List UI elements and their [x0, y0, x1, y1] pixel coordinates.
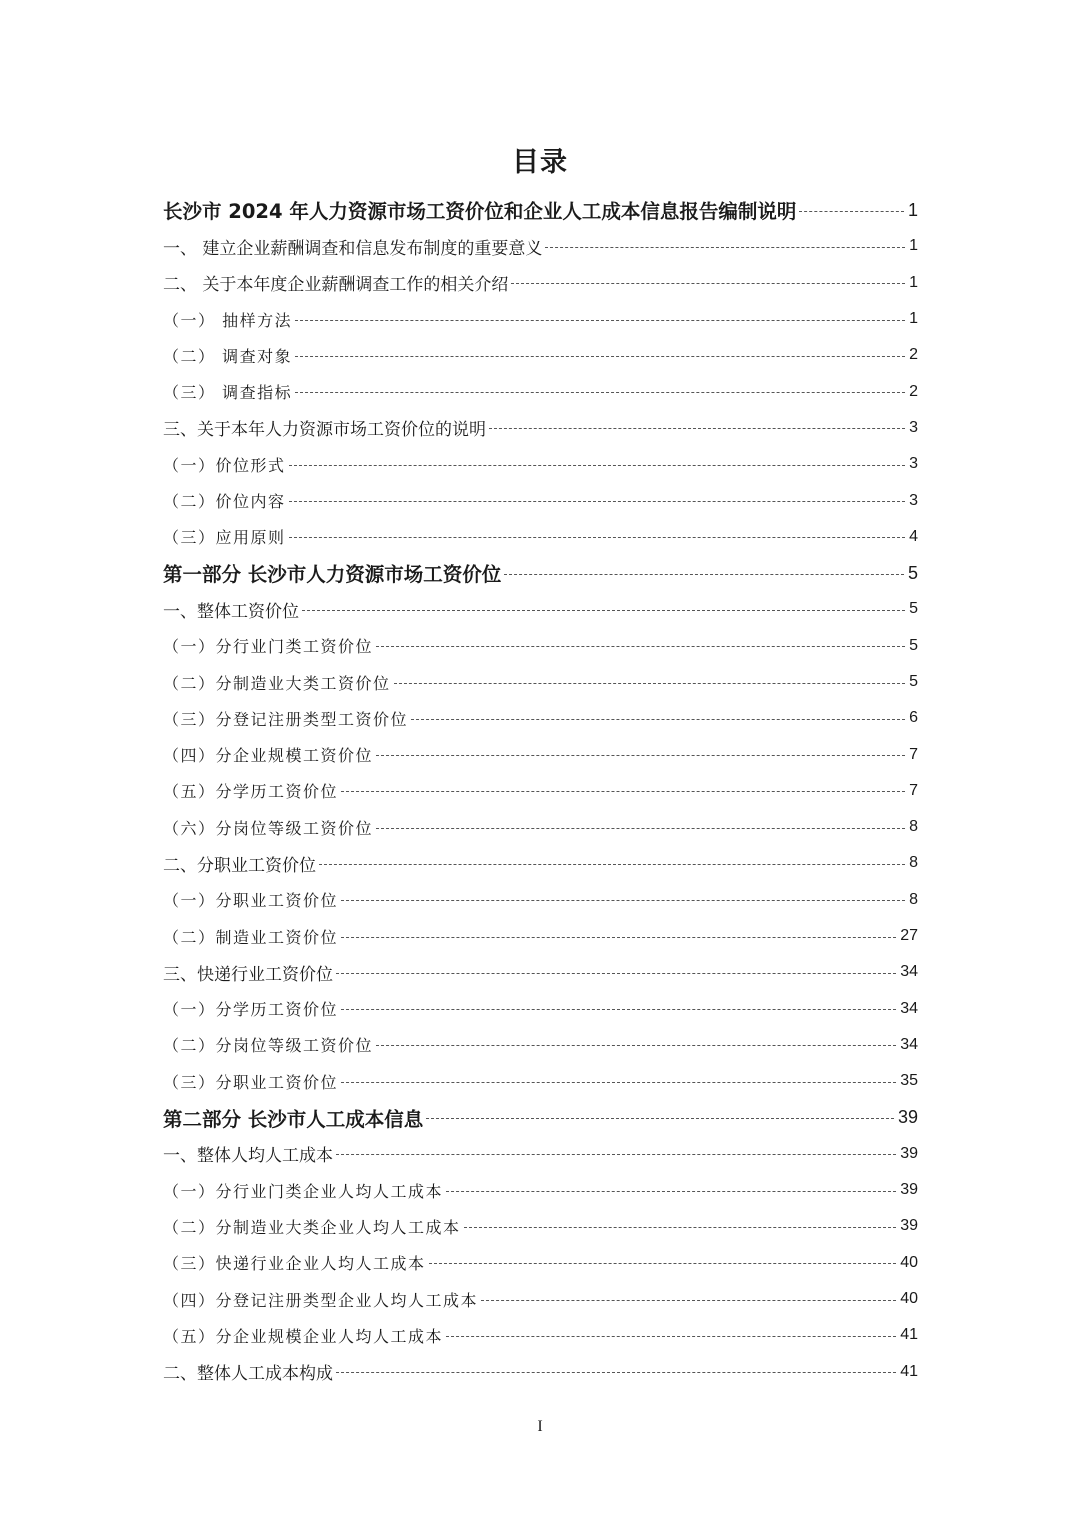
toc-dot-leader: [295, 320, 905, 321]
toc-entry-label: （一）价位形式: [163, 455, 286, 475]
toc-entry-page: 39: [897, 1107, 918, 1128]
toc-dot-leader: [341, 1009, 896, 1010]
toc-entry[interactable]: [163, 1136, 918, 1172]
toc-dot-leader: [341, 1082, 896, 1083]
toc-dot-leader: [376, 646, 905, 647]
toc-dot-leader: [376, 1045, 896, 1046]
toc-entry-page: 34: [900, 963, 918, 981]
toc-entry[interactable]: [163, 301, 918, 337]
toc-dot-leader: [319, 864, 905, 865]
toc-entry[interactable]: [163, 1245, 918, 1281]
toc-entry[interactable]: [163, 700, 918, 736]
toc-entry[interactable]: [163, 519, 918, 555]
toc-entry[interactable]: [163, 773, 918, 809]
toc-entry-label: 第二部分 长沙市人工成本信息: [163, 1107, 424, 1131]
toc-entry-page: 3: [909, 418, 918, 436]
toc-entry-label: 一、整体人均人工成本: [163, 1146, 333, 1167]
toc-entry-page: 41: [900, 1326, 918, 1344]
toc-dot-leader: [295, 392, 905, 393]
toc-entry-page: 7: [909, 745, 918, 763]
toc-entry-label: （五）分企业规模企业人均人工成本: [163, 1326, 444, 1346]
toc-entry-label: （一）分行业门类企业人均人工成本: [163, 1181, 444, 1201]
toc-entry[interactable]: [163, 1281, 918, 1317]
toc-entry[interactable]: [163, 845, 918, 881]
toc-entry-label: （三）分职业工资价位: [163, 1072, 339, 1092]
toc-dot-leader: [336, 1372, 896, 1373]
toc-entry[interactable]: [163, 628, 918, 664]
page-title: 目录: [512, 147, 568, 178]
toc-entry-page: 3: [909, 491, 918, 509]
toc-entry[interactable]: [163, 410, 918, 446]
toc-dot-leader: [394, 683, 906, 684]
toc-dot-leader: [289, 501, 906, 502]
toc-entry-label: （四）分登记注册类型企业人均人工成本: [163, 1290, 479, 1310]
toc-entry[interactable]: [163, 809, 918, 845]
toc-entry[interactable]: [163, 192, 918, 228]
toc-dot-leader: [302, 610, 905, 611]
toc-entry-label: （三）快递行业企业人均人工成本: [163, 1254, 426, 1274]
toc-dot-leader: [511, 283, 905, 284]
toc-entry-label: （一） 抽样方法: [163, 310, 293, 330]
toc-entry-label: （二）分岗位等级工资价位: [163, 1036, 374, 1056]
toc-entry[interactable]: [163, 664, 918, 700]
toc-dot-leader: [446, 1336, 896, 1337]
toc-dot-leader: [376, 755, 905, 756]
toc-entry-page: 6: [909, 709, 918, 727]
toc-entry-page: 4: [909, 527, 918, 545]
toc-entry-page: 34: [900, 999, 918, 1017]
toc-entry-label: 二、 关于本年度企业薪酬调查工作的相关介绍: [163, 275, 509, 296]
toc-entry-page: 5: [909, 600, 918, 618]
toc-entry-page: 1: [909, 237, 918, 255]
toc-entry[interactable]: [163, 991, 918, 1027]
toc-entry[interactable]: [163, 1317, 918, 1353]
toc-entry-label: （六）分岗位等级工资价位: [163, 818, 374, 838]
toc-entry[interactable]: [163, 555, 918, 591]
toc-entry-label: 一、 建立企业薪酬调查和信息发布制度的重要意义: [163, 238, 543, 259]
toc-entry[interactable]: [163, 1354, 918, 1390]
toc-dot-leader: [504, 574, 904, 575]
toc-entry-page: 8: [909, 854, 918, 872]
toc-entry-page: 27: [900, 927, 918, 945]
toc-dot-leader: [545, 247, 905, 248]
toc-entry-label: （二）分制造业大类工资价位: [163, 673, 391, 693]
toc-entry[interactable]: [163, 337, 918, 373]
toc-entry[interactable]: [163, 882, 918, 918]
toc-entry-label: （三）分登记注册类型工资价位: [163, 709, 409, 729]
toc-entry-page: 39: [900, 1181, 918, 1199]
toc-entry[interactable]: [163, 482, 918, 518]
toc-dot-leader: [376, 828, 905, 829]
toc-entry-label: 三、快递行业工资价位: [163, 964, 333, 985]
toc-entry[interactable]: [163, 1172, 918, 1208]
toc-entry[interactable]: [163, 918, 918, 954]
toc-entry[interactable]: [163, 446, 918, 482]
toc-entry-label: （五）分学历工资价位: [163, 782, 339, 802]
toc-dot-leader: [336, 973, 896, 974]
toc-entry-page: 1: [909, 310, 918, 328]
toc-entry-page: 2: [909, 382, 918, 400]
toc-entry-label: （一）分职业工资价位: [163, 891, 339, 911]
toc-entry-page: 5: [909, 673, 918, 690]
toc-entry-page: 40: [900, 1253, 918, 1271]
toc-dot-leader: [426, 1118, 894, 1119]
toc-dot-leader: [295, 356, 905, 357]
toc-dot-leader: [341, 937, 896, 938]
toc-dot-leader: [481, 1300, 896, 1301]
toc-entry[interactable]: [163, 954, 918, 990]
toc-entry-label: （二） 调查对象: [163, 346, 293, 366]
toc-entry-label: 三、关于本年人力资源市场工资价位的说明: [163, 420, 486, 441]
toc-entry-label: （一）分学历工资价位: [163, 1000, 339, 1020]
toc-entry[interactable]: [163, 1099, 918, 1135]
toc-dot-leader: [289, 465, 906, 466]
toc-dot-leader: [489, 428, 905, 429]
toc-entry[interactable]: [163, 1027, 918, 1063]
toc-entry-label: （二）价位内容: [163, 492, 286, 512]
toc-entry-page: 39: [900, 1144, 918, 1162]
toc-dot-leader: [464, 1227, 897, 1228]
toc-entry-page: 5: [909, 636, 918, 654]
table-of-contents: [163, 192, 918, 1390]
toc-entry-page: 41: [900, 1362, 918, 1380]
toc-dot-leader: [411, 719, 905, 720]
toc-dot-leader: [341, 791, 905, 792]
toc-entry-label: （四）分企业规模工资价位: [163, 746, 374, 766]
toc-entry-page: 35: [900, 1072, 918, 1090]
toc-dot-leader: [799, 211, 904, 212]
toc-entry[interactable]: [163, 1063, 918, 1099]
toc-entry-label: （二）制造业工资价位: [163, 927, 339, 947]
toc-entry-label: 长沙市 2024 年人力资源市场工资价位和企业人工成本信息报告编制说明: [163, 200, 797, 224]
toc-entry[interactable]: [163, 228, 918, 264]
toc-entry-page: 40: [900, 1290, 918, 1308]
toc-entry-label: （三） 调查指标: [163, 383, 293, 403]
toc-entry[interactable]: [163, 736, 918, 772]
toc-dot-leader: [446, 1191, 896, 1192]
toc-entry[interactable]: [163, 265, 918, 301]
toc-entry-page: 8: [909, 818, 918, 836]
toc-entry[interactable]: [163, 591, 918, 627]
toc-entry-label: 一、整体工资价位: [163, 601, 299, 622]
toc-dot-leader: [336, 1154, 896, 1155]
toc-dot-leader: [429, 1263, 897, 1264]
toc-entry-page: 2: [909, 346, 918, 364]
toc-entry[interactable]: [163, 1208, 918, 1244]
toc-entry-label: （二）分制造业大类企业人均人工成本: [163, 1217, 461, 1237]
toc-dot-leader: [341, 900, 905, 901]
page-number: I: [537, 1418, 543, 1435]
toc-entry-label: （一）分行业门类工资价位: [163, 637, 374, 657]
toc-entry-label: 二、分职业工资价位: [163, 855, 316, 876]
toc-entry-page: 1: [907, 199, 918, 220]
toc-entry[interactable]: [163, 373, 918, 409]
toc-entry-page: 8: [909, 890, 918, 908]
toc-dot-leader: [289, 537, 906, 538]
toc-entry-page: 5: [907, 562, 918, 583]
toc-entry-page: 7: [909, 781, 918, 799]
toc-entry-page: 1: [909, 273, 918, 291]
toc-entry-label: 第一部分 长沙市人力资源市场工资价位: [163, 563, 502, 587]
toc-entry-label: （三）应用原则: [163, 528, 286, 548]
toc-entry-label: 二、整体人工成本构成: [163, 1364, 333, 1385]
toc-entry-page: 39: [900, 1217, 918, 1235]
toc-entry-page: 34: [900, 1035, 918, 1053]
toc-entry-page: 3: [909, 455, 918, 473]
